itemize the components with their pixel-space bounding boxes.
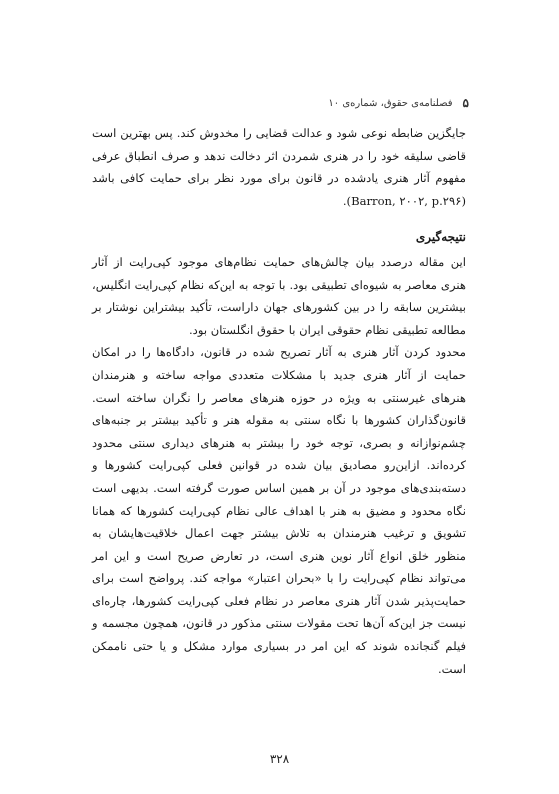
- conclusion-paragraph-1: این مقاله درصدد بیان چالش‌های حمایت نظام‌های موجود کپی‌رایت از آثار هنری معاصر به شیوه‌ای تطبیقی بود. با توجه به این‌که نظام کپی‌رایت انگلیس، بیشترین سابقه را در بین کشورهای جهان داراست، تأکید بیشتراین نوشتار بر مطالعه تطبیقی نظام حقوقی ایران با حقوق انگلستان بود.: [92, 254, 466, 337]
- running-head-mark: ۵: [462, 96, 469, 110]
- section-heading-conclusion: نتیجه‌گیری: [415, 230, 466, 245]
- intro-paragraph: جایگزین ضابطه نوعی شود و عدالت قضایی را مخدوش کند. پس بهترین است قاضی سلیقه خود را در هنری شمردن اثر دخالت ندهد و صرف انطباق عرفی مفهوم آثار هنری یادشده در قانون برای مورد نظر برای حمایت کافی باشد (Barron, ۲۰۰۲, p.۲۹۶).: [92, 126, 466, 208]
- body-text: [92, 122, 466, 680]
- conclusion-paragraph-2: محدود کردن آثار هنری به آثار تصریح شده در قانون، دادگاه‌ها را در امکان حمایت از آثار هنری جدید با مشکلات متعددی مواجه ساخته و هنرمندان هنرهای غیرسنتی به ویژه در حوزه هنرهای معاصر را نگران ساخته است. قانون‌گذاران کشورها با نگاه سنتی به مقوله هنر و تأکید بیشتر بر جنبه‌های چشم‌نوازانه و بصری، توجه خود را بیشتر به هنرهای دیداری سنتی محدود کرده‌اند. ازاین‌رو مصادیق بیان شده در قوانین فعلی کپی‌رایت کشورها و دسته‌بندی‌های موجود در آن بر همین اساس صورت گرفته است. بدیهی است نگاه محدود و مضیق به هنر با اهداف عالی نظام کپی‌رایت کشورها که همانا تشویق و ترغیب هنرمندان به تلاش بیشتر جهت اعمال خلاقیت‌هایشان به منظور خلق انواع آثار نوین هنری است، در تعارض صریح است و این امر می‌تواند نظام کپی‌رایت را با «بحران اعتبار» مواجه کند. پرواضح است برای حمایت‌پذیر شدن آثار هنری معاصر در نظام فعلی کپی‌رایت کشورها، چاره‌ای نیست جز این‌که آن‌ها تحت مقولات سنتی مذکور در قانون، همچون مجسمه و فیلم گنجانده شوند که این امر در بسیاری موارد مشکل و یا حتی ناممکن است.: [92, 345, 466, 676]
- running-head: [90, 93, 469, 113]
- page-number: ۳۲۸: [269, 752, 290, 766]
- running-head-text: فصلنامه‌ی حقوق، شماره‌ی ۱۰: [328, 97, 453, 109]
